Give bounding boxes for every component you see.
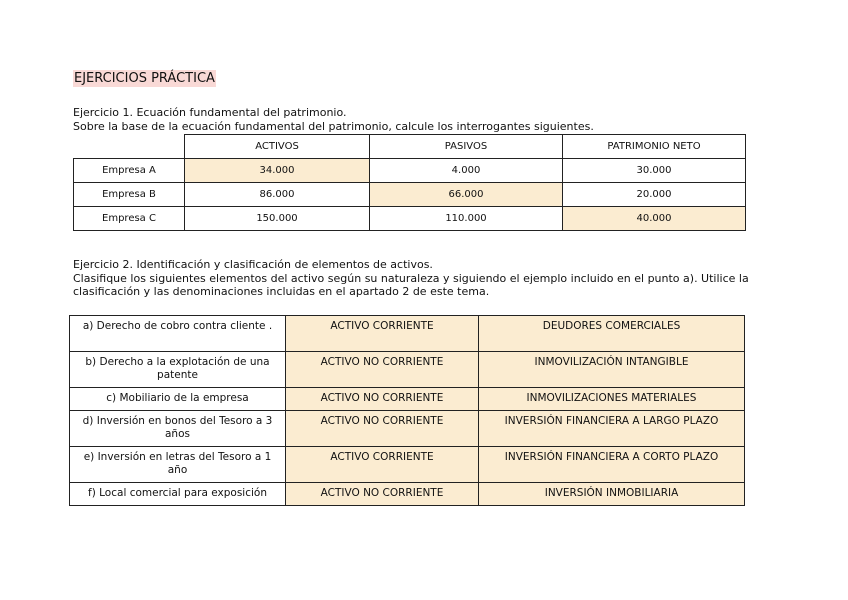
neto-cell: 30.000 <box>563 159 746 183</box>
clasificacion-table <box>69 315 745 506</box>
header-empty-cell <box>74 135 185 159</box>
tipo-cell: ACTIVO NO CORRIENTE <box>286 411 479 447</box>
tipo-cell: ACTIVO NO CORRIENTE <box>286 388 479 411</box>
tipo-cell: ACTIVO CORRIENTE <box>286 447 479 483</box>
exercise-1-intro <box>73 106 793 133</box>
table-row <box>74 183 746 207</box>
row-label: Empresa C <box>74 207 185 231</box>
item-cell: a) Derecho de cobro contra cliente . <box>70 316 286 352</box>
table-header-row <box>74 135 746 159</box>
item-cell: d) Inversión en bonos del Tesoro a 3 años <box>70 411 286 447</box>
tipo-cell: ACTIVO CORRIENTE <box>286 316 479 352</box>
clase-cell: INVERSIÓN INMOBILIARIA <box>479 483 745 506</box>
table-row <box>74 159 746 183</box>
exercise-2-intro <box>73 258 773 299</box>
table-row <box>70 411 745 447</box>
header-patrimonio-neto: PATRIMONIO NETO <box>563 135 746 159</box>
header-activos: ACTIVOS <box>185 135 370 159</box>
item-cell: f) Local comercial para exposición <box>70 483 286 506</box>
item-cell: c) Mobiliario de la empresa <box>70 388 286 411</box>
table-row <box>70 388 745 411</box>
page-title: EJERCICIOS PRÁCTICA <box>74 71 215 86</box>
table-row <box>74 207 746 231</box>
neto-cell: 20.000 <box>563 183 746 207</box>
activos-cell: 34.000 <box>185 159 370 183</box>
table-row <box>70 316 745 352</box>
row-label: Empresa A <box>74 159 185 183</box>
exercise-2-instructions: Clasifique los siguientes elementos del activo según su naturaleza y siguiendo el ejemplo incluido en el punto a). Utilice la clasificación y las denominaciones incluidas en el apartado 2 de este tema. <box>73 271 749 298</box>
clase-cell: INMOVILIZACIÓN INTANGIBLE <box>479 352 745 388</box>
header-pasivos: PASIVOS <box>370 135 563 159</box>
exercise-1-instructions: Sobre la base de la ecuación fundamental del patrimonio, calcule los interrogantes siguientes. <box>73 119 594 133</box>
tipo-cell: ACTIVO NO CORRIENTE <box>286 483 479 506</box>
neto-cell: 40.000 <box>563 207 746 231</box>
clase-cell: INVERSIÓN FINANCIERA A CORTO PLAZO <box>479 447 745 483</box>
table-row <box>70 447 745 483</box>
activos-cell: 86.000 <box>185 183 370 207</box>
pasivos-cell: 66.000 <box>370 183 563 207</box>
row-label: Empresa B <box>74 183 185 207</box>
tipo-cell: ACTIVO NO CORRIENTE <box>286 352 479 388</box>
exercise-1-heading: Ejercicio 1. Ecuación fundamental del patrimonio. <box>73 106 347 119</box>
patrimonio-table <box>73 134 746 231</box>
table-row <box>70 483 745 506</box>
clase-cell: INMOVILIZACIONES MATERIALES <box>479 388 745 411</box>
exercise-2-heading: Ejercicio 2. Identificación y clasificación de elementos de activos. <box>73 258 433 271</box>
pasivos-cell: 110.000 <box>370 207 563 231</box>
pasivos-cell: 4.000 <box>370 159 563 183</box>
table-row <box>70 352 745 388</box>
clase-cell: INVERSIÓN FINANCIERA A LARGO PLAZO <box>479 411 745 447</box>
item-cell: b) Derecho a la explotación de una patente <box>70 352 286 388</box>
activos-cell: 150.000 <box>185 207 370 231</box>
item-cell: e) Inversión en letras del Tesoro a 1 año <box>70 447 286 483</box>
clase-cell: DEUDORES COMERCIALES <box>479 316 745 352</box>
